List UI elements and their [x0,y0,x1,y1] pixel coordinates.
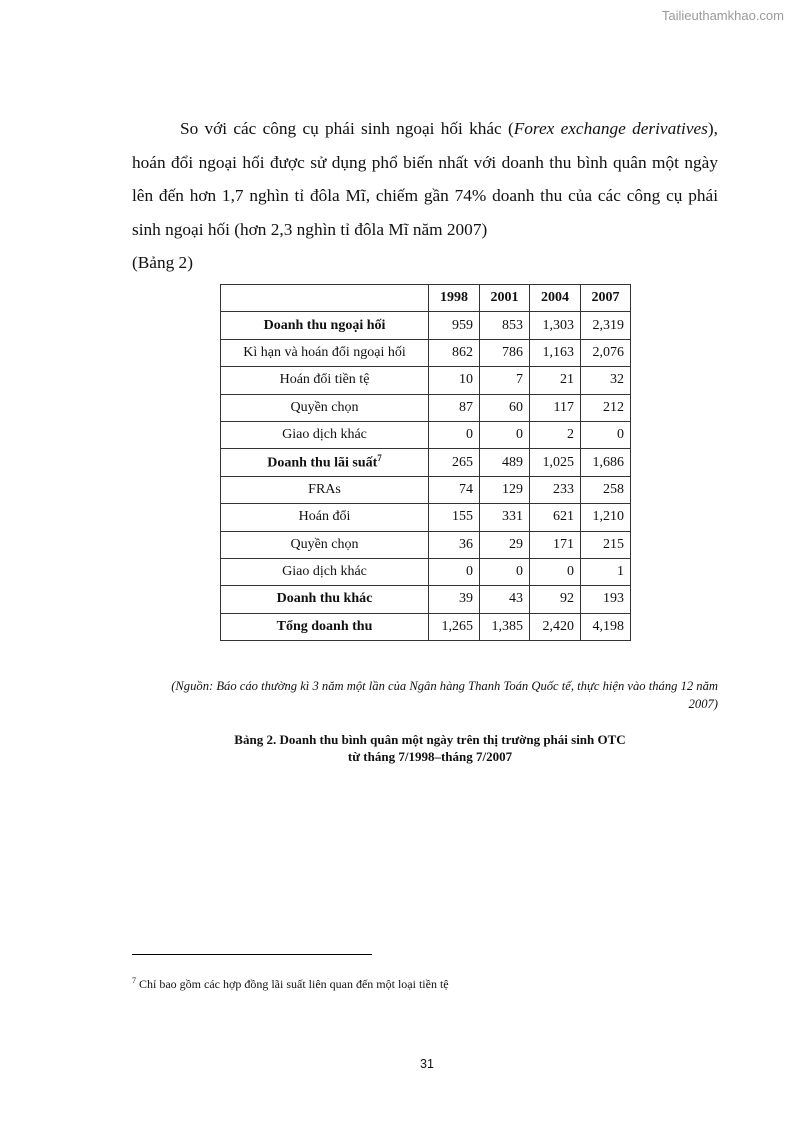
cell-value: 621 [530,504,581,531]
cell-value: 1,163 [530,339,581,366]
cell-value: 0 [429,558,480,585]
table-row [221,476,631,503]
cell-value: 0 [530,558,581,585]
table-reference: (Bảng 2) [132,253,193,272]
footnote-text: Chỉ bao gồm các hợp đồng lãi suất liên quan đến một loại tiền tệ [139,977,449,991]
footnote-marker: 7 [132,976,136,985]
caption-line-2: từ tháng 7/1998–tháng 7/2007 [347,749,513,764]
footnote-divider [132,954,372,955]
caption-line-1: Bảng 2. Doanh thu bình quân một ngày trên thị trường phái sinh OTC [234,732,626,747]
cell-value: 29 [480,531,530,558]
header-year-1998: 1998 [429,285,480,312]
cell-value: 233 [530,476,581,503]
cell-value: 331 [480,504,530,531]
table-row [221,531,631,558]
cell-value: 0 [480,558,530,585]
paragraph-text-2: ), hoán đổi ngoại hối được sử dụng phổ biến nhất với doanh thu bình quân một ngày lên đến hơn 1,7 nghìn tỉ đôla Mĩ, chiếm gần 74% doanh thu của các công cụ phái sinh ngoại hối (hơn 2,3 nghìn tỉ đôla Mĩ năm 2007) [132,119,718,239]
cell-value: 959 [429,312,480,339]
cell-value: 1,303 [530,312,581,339]
row-label: Quyền chọn [221,531,429,558]
cell-value: 43 [480,586,530,613]
table-row [221,558,631,585]
cell-value: 265 [429,449,480,476]
cell-value: 853 [480,312,530,339]
cell-value: 862 [429,339,480,366]
row-label: Doanh thu ngoại hối [221,312,429,339]
row-label: Giao dịch khác [221,421,429,448]
row-label: Quyền chọn [221,394,429,421]
cell-value: 117 [530,394,581,421]
cell-value: 0 [429,421,480,448]
row-label: Hoán đổi [221,504,429,531]
cell-value: 10 [429,367,480,394]
cell-value: 87 [429,394,480,421]
paragraph-italic-term: Forex exchange derivatives [513,119,708,138]
cell-value: 1,025 [530,449,581,476]
header-year-2007: 2007 [581,285,631,312]
cell-value: 36 [429,531,480,558]
cell-value: 1,686 [581,449,631,476]
table-row [221,421,631,448]
cell-value: 1,265 [429,613,480,640]
cell-value: 1 [581,558,631,585]
table-row-total [221,613,631,640]
cell-value: 1,210 [581,504,631,531]
cell-value: 193 [581,586,631,613]
footnote [132,976,449,992]
cell-value: 212 [581,394,631,421]
cell-value: 215 [581,531,631,558]
table-row [221,394,631,421]
row-label-with-footnote [221,449,429,476]
cell-value: 786 [480,339,530,366]
cell-value: 0 [581,421,631,448]
footnote-ref: 7 [377,453,382,464]
table-row [221,586,631,613]
cell-value: 1,385 [480,613,530,640]
cell-value: 489 [480,449,530,476]
cell-value: 4,198 [581,613,631,640]
page-number: 31 [420,1057,434,1071]
table-source-note: (Nguồn: Báo cáo thường kì 3 năm một lần của Ngân hàng Thanh Toán Quốc tế, thực hiện vào tháng 12 năm 2007) [171,679,718,711]
cell-value: 2 [530,421,581,448]
cell-value: 2,076 [581,339,631,366]
table-row [221,449,631,476]
cell-value: 258 [581,476,631,503]
cell-value: 21 [530,367,581,394]
paragraph-text-1: So với các công cụ phái sinh ngoại hối khác ( [180,119,514,138]
table-caption [150,731,710,765]
table-row [221,339,631,366]
cell-value: 2,319 [581,312,631,339]
cell-value: 7 [480,367,530,394]
cell-value: 2,420 [530,613,581,640]
cell-value: 171 [530,531,581,558]
watermark: Tailieuthamkhao.com [661,8,784,23]
header-year-2004: 2004 [530,285,581,312]
cell-value: 0 [480,421,530,448]
row-label: Doanh thu khác [221,586,429,613]
cell-value: 74 [429,476,480,503]
cell-value: 32 [581,367,631,394]
cell-value: 129 [480,476,530,503]
body-paragraph [132,112,718,280]
cell-value: 155 [429,504,480,531]
header-empty-cell [221,285,429,312]
header-year-2001: 2001 [480,285,530,312]
table-header-row [221,285,631,312]
cell-value: 39 [429,586,480,613]
table-row [221,504,631,531]
row-label: Kì hạn và hoán đổi ngoại hối [221,339,429,366]
row-label: Giao dịch khác [221,558,429,585]
revenue-table [220,284,631,641]
row-label: Tổng doanh thu [221,613,429,640]
row-label: FRAs [221,476,429,503]
cell-value: 92 [530,586,581,613]
row-label: Hoán đổi tiền tệ [221,367,429,394]
table-row [221,312,631,339]
cell-value: 60 [480,394,530,421]
row-label: Doanh thu lãi suất [267,455,378,471]
table-row [221,367,631,394]
